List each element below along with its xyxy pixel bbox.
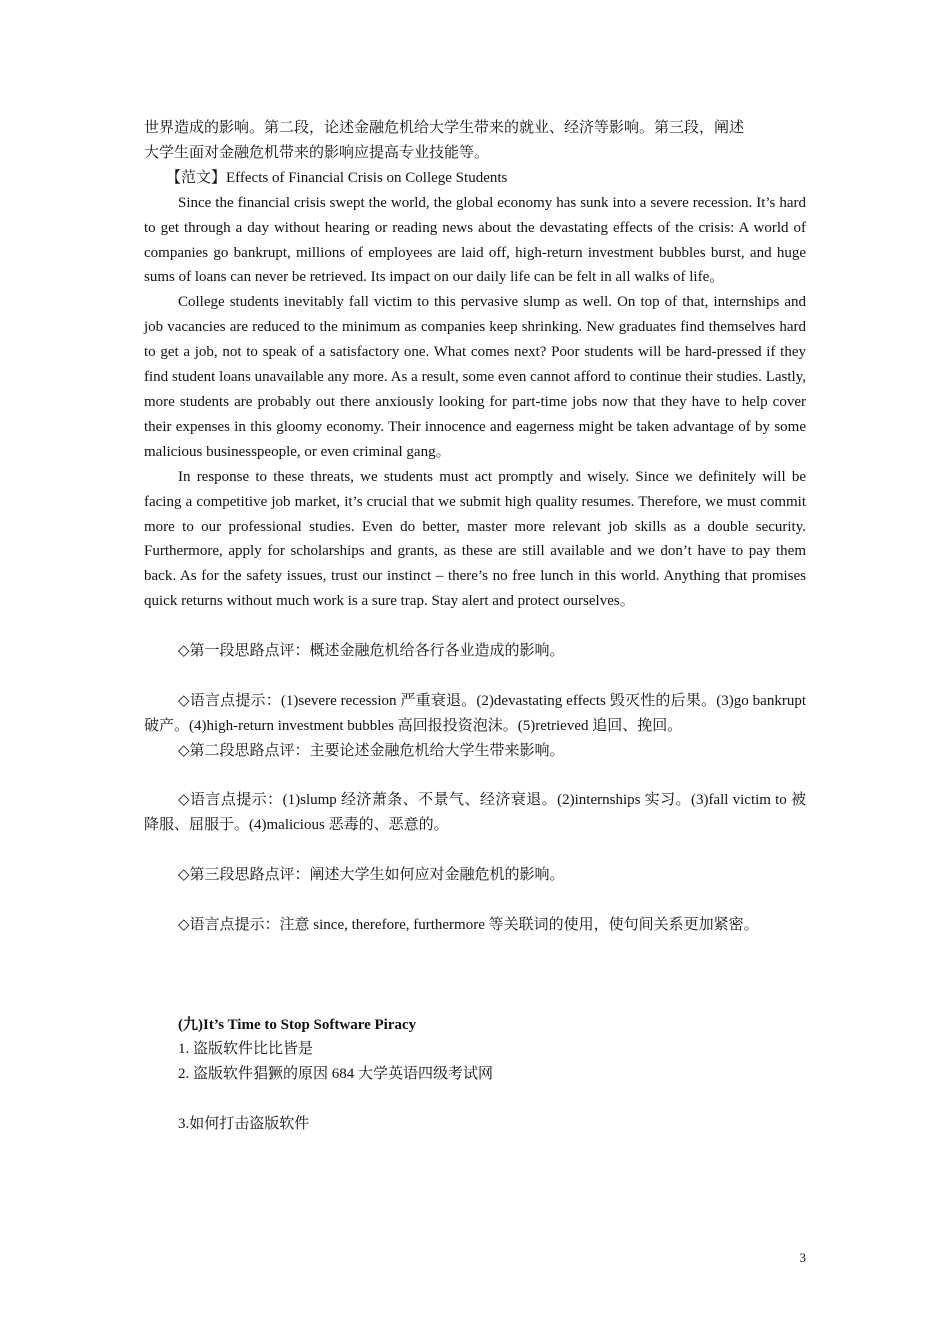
paragraph-3-language-notes: ◇语言点提示：注意 since, therefore, furthermore 等关联词的使用，使句间关系更加紧密。 bbox=[178, 916, 759, 933]
section-title: (九)It’s Time to Stop Software Piracy bbox=[178, 1016, 417, 1033]
page-number: 3 bbox=[799, 1250, 806, 1265]
essay-title: 【范文】Effects of Financial Crisis on College Students bbox=[166, 169, 508, 186]
essay-paragraph-2: College students inevitably fall victim to this pervasive slump as well. On top of that, internships and job vacancies are reduced to the minimum as companies keep shrinking. New graduates find themselves hard to get a job, not to speak of a satisfactory one. What comes next? Poor students will be hard-pressed if they find student loans unavailable any more. As a result, some even cannot afford to continue their studies. Lastly, more students are probably out there anxiously looking for part-time jobs now that they have to help cover their expenses in this gloomy economy. Their innocence and eagerness might be taken advantage of by some malicious businesspeople, or even criminal gang。 bbox=[144, 294, 806, 460]
intro-line: 大学生面对金融危机带来的影响应提高专业技能等。 bbox=[144, 144, 490, 161]
essay-paragraph-3: In response to these threats, we students must act promptly and wisely. Since we definitely will be facing a competitive job market, it’s crucial that we submit high quality resumes. Therefore, we must commit more to our professional studies. Even do better, master more relevant job skills as a double security. Furthermore, apply for scholarships and grants, as these are still available and we don’t have to pay them back. As for the safety issues, trust our instinct – there’s no free lunch in this world. Anything that promises quick returns without much work is a sure trap. Stay alert and protect ourselves。 bbox=[144, 468, 806, 610]
paragraph-1-review: ◇第一段思路点评：概述金融危机给各行各业造成的影响。 bbox=[178, 643, 565, 660]
paragraph-3-review: ◇第三段思路点评：阐述大学生如何应对金融危机的影响。 bbox=[178, 867, 565, 884]
paragraph-2-review: ◇第二段思路点评：主要论述金融危机给大学生带来影响。 bbox=[178, 742, 565, 759]
paragraph-2-language-notes: ◇语言点提示：(1)slump 经济萧条、不景气、经济衰退。(2)internships 实习。(3)fall victim to 被降服、屈服于。(4)malicious 恶毒的、恶意的。 bbox=[144, 792, 806, 834]
outline-item: 2. 盗版软件猖獗的原因 684 大学英语四级考试网 bbox=[178, 1066, 494, 1083]
document-page bbox=[144, 116, 806, 1137]
essay-paragraph-1: Since the financial crisis swept the world, the global economy has sunk into a severe recession. It’s hard to get through a day without hearing or reading news about the devastating effects of the crisis: A world of companies go bankrupt, millions of employees are laid off, high-return investment bubbles burst, and huge sums of loans can never be retrieved. Its impact on our daily life can be felt in all walks of life。 bbox=[144, 194, 806, 286]
paragraph-1-language-notes: ◇语言点提示：(1)severe recession 严重衰退。(2)devastating effects 毁灭性的后果。(3)go bankrupt 破产。(4)high-return investment bubbles 高回报投资泡沫。(5)retrieved 追回、挽回。 bbox=[144, 692, 806, 734]
intro-line: 世界造成的影响。第二段，论述金融危机给大学生带来的就业、经济等影响。第三段，阐述 bbox=[144, 120, 745, 136]
outline-item: 3.如何打击盗版软件 bbox=[178, 1116, 310, 1133]
outline-item: 1. 盗版软件比比皆是 bbox=[178, 1041, 314, 1058]
